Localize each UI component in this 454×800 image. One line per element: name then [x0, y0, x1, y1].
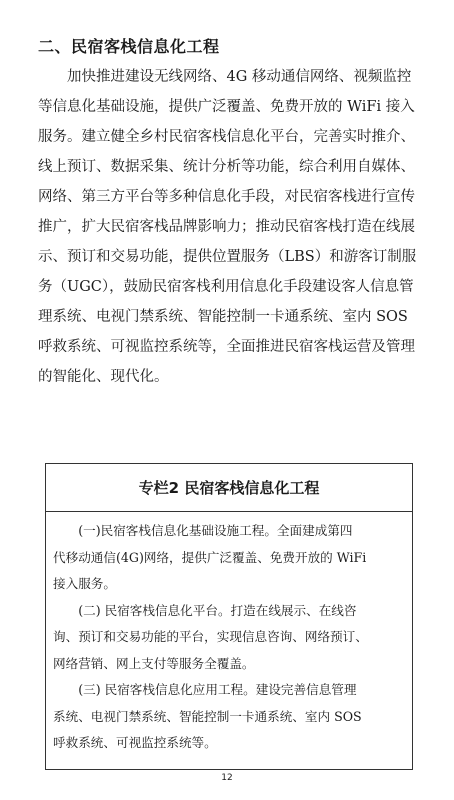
body-paragraph [38, 62, 428, 392]
body-line: 网络、第三方平台等多种信息化手段，对民宿客栈进行宣传 [38, 189, 415, 205]
box-line: 询、预订和交易功能的平台，实现信息咨询、网络预订、 [53, 629, 368, 644]
feature-box-title: 专栏2 民宿客栈信息化工程 [46, 464, 412, 512]
body-line: 推广，扩大民宿客栈品牌影响力；推动民宿客栈打造在线展 [38, 219, 415, 235]
box-line: 系统、电视门禁系统、智能控制一卡通系统、室内 SOS [53, 708, 362, 724]
body-line: 的智能化、现代化。 [38, 369, 169, 385]
body-line: 线上预订、数据采集、统计分析等功能，综合利用自媒体、 [38, 159, 415, 175]
body-line: 呼救系统、可视监控系统等，全面推进民宿客栈运营及管理 [38, 339, 415, 355]
box-line: 代移动通信(4G)网络，提供广泛覆盖、免费开放的 WiFi [53, 549, 367, 565]
box-line: (二) 民宿客栈信息化平台。打造在线展示、在线咨 [53, 602, 357, 618]
box-line: (三) 民宿客栈信息化应用工程。建设完善信息管理 [53, 682, 357, 697]
body-line: 服务。建立健全乡村民宿客栈信息化平台，完善实时推介、 [38, 129, 415, 145]
section-heading: 二、民宿客栈信息化工程 [38, 37, 220, 56]
body-line: 等信息化基础设施，提供广泛覆盖、免费开放的 WiFi 接入 [38, 99, 415, 115]
page-number: 12 [221, 773, 233, 783]
box-line: (一)民宿客栈信息化基础设施工程。全面建成第四 [53, 523, 353, 538]
body-line: 理系统、电视门禁系统、智能控制一卡通系统、室内 SOS [38, 309, 408, 325]
box-line: 呼救系统、可视监控系统等。 [53, 735, 217, 750]
body-line: 务（UGC），鼓励民宿客栈利用信息化手段建设客人信息管 [38, 279, 414, 295]
box-line: 接入服务。 [53, 576, 116, 591]
feature-box-body [53, 518, 409, 757]
feature-box [45, 463, 413, 770]
body-line: 示、预订和交易功能，提供位置服务（LBS）和游客订制服 [38, 249, 417, 265]
box-line: 网络营销、网上支付等服务全覆盖。 [53, 655, 255, 671]
body-line: 加快推进建设无线网络、4G 移动通信网络、视频监控 [38, 69, 412, 85]
